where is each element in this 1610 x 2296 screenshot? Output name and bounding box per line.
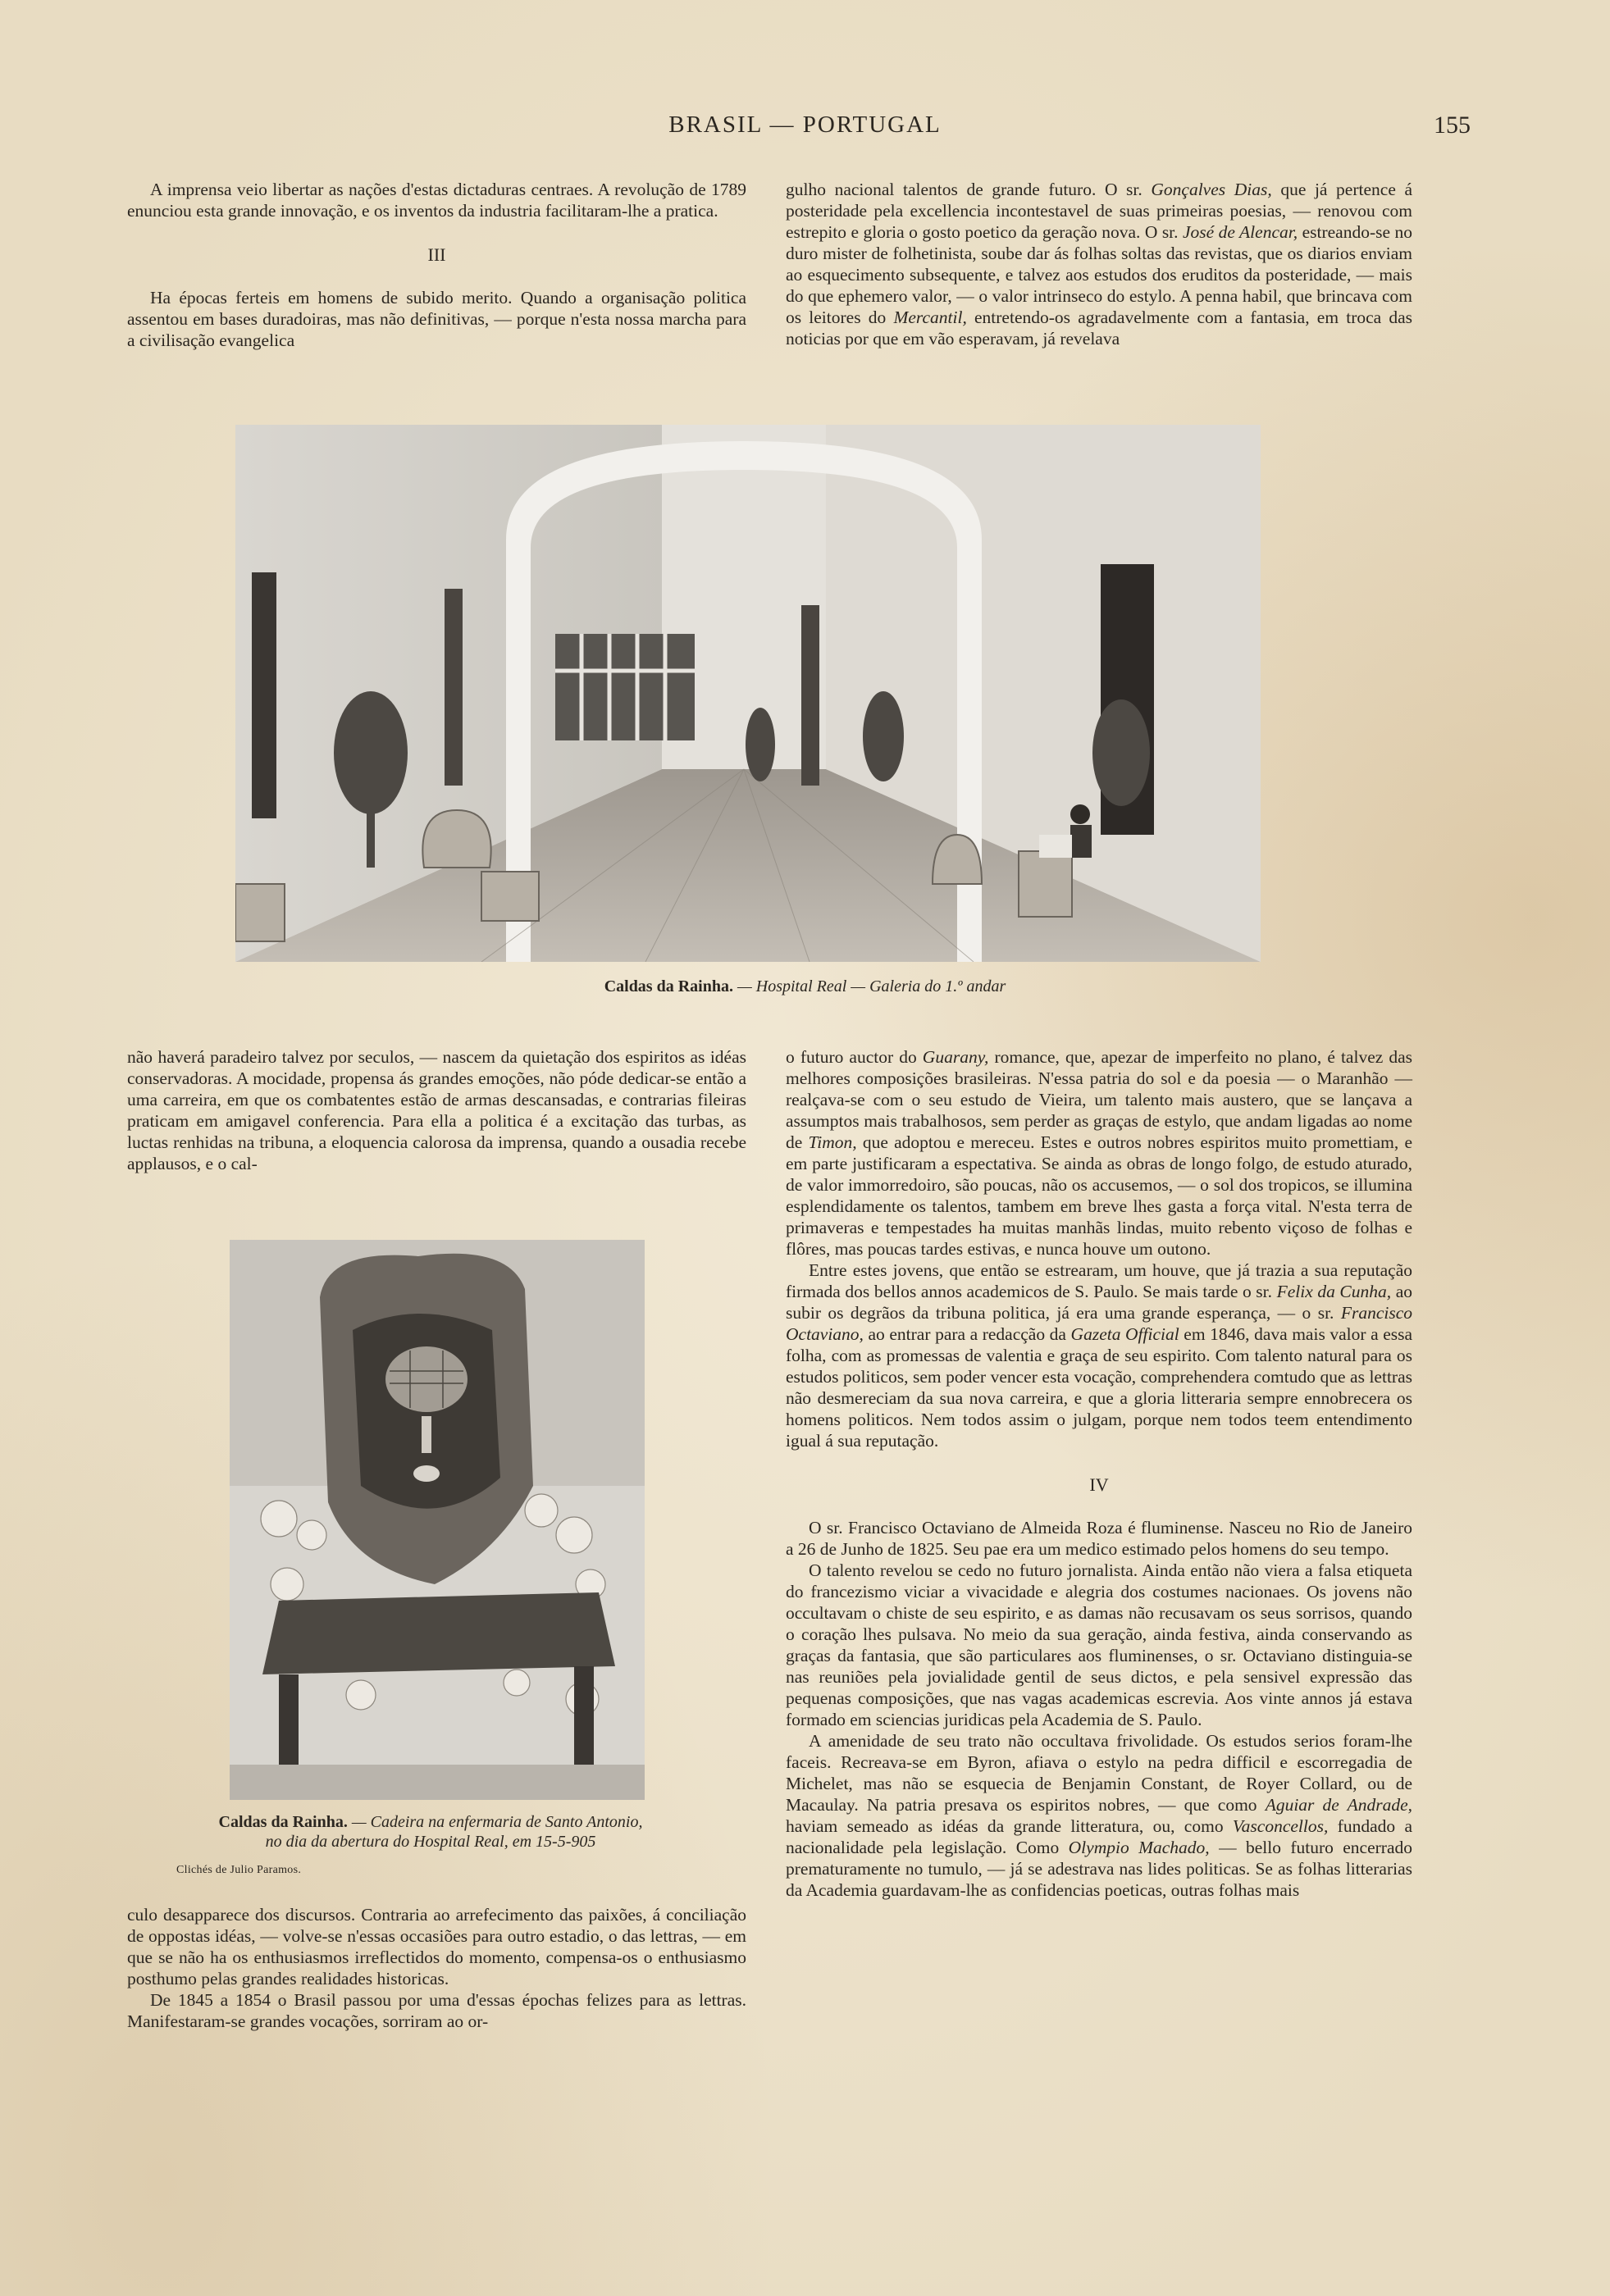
paragraph bbox=[786, 1260, 1412, 1451]
paragraph: De 1845 a 1854 o Brasil passou por uma d'essas épochas felizes para as lettras. Manifestaram-se grandes vocações, sorriram ao or- bbox=[127, 1990, 746, 2031]
chair-photograph bbox=[230, 1240, 645, 1800]
section-heading-iii: III bbox=[427, 244, 446, 265]
text-run: estreando-se no duro mister de folhetinista, soube dar ás folhas soltas das revistas, que os diarios enviam ao esquecimento subsequente, e talvez aos estudos dos eruditos da posteridade, — mais do que ephemero valor, — o valor intrinseco do estylo. A penna habil, que brincava com os leitores do bbox=[786, 222, 1412, 327]
paragraph: Ha épocas ferteis em homens de subido merito. Quando a organisação politica assentou em bases duradoiras, mas não definitivas, — porque n'esta nossa marcha para a civilisação evangelica bbox=[127, 288, 746, 350]
paragraph: não haverá paradeiro talvez por seculos, — nascem da quietação dos espiritos as idéas conservadoras. A mocidade, propensa ás grandes emoções, não póde dedicar-se então a uma carreira, em que os combatentes estão de armas descansadas, e contrarias fileiras praticam em amigavel conferencia. Para ella a politica é a excitação das turbas, as luctas renhidas na tribuna, a eloquencia calorosa da imprensa, quando a ousadia recebe applausos, e o cal- bbox=[127, 1047, 746, 1173]
paragraph: culo desapparece dos discursos. Contraria ao arrefecimento das paixões, á conciliação de oppostas idéas, — volve-se n'essas occasiões para outro estadio, o das lettras, — em que se não ha os enthusiasmos irreflectidos do momento, compensa-os o enthusiasmo posthumo pelas grandes realidades historicas. bbox=[127, 1905, 746, 1988]
italic-name: Francisco Octaviano, bbox=[786, 1303, 1412, 1344]
section-heading-iv: IV bbox=[1089, 1474, 1109, 1495]
italic-name: Olympio Machado, bbox=[1068, 1838, 1210, 1857]
caption-line-2: no dia da abertura do Hospital Real, em 15-5-905 bbox=[265, 1833, 596, 1851]
top-right-column bbox=[786, 179, 1412, 349]
italic-name: Gonçalves Dias, bbox=[1151, 180, 1272, 199]
top-left-column bbox=[127, 179, 746, 351]
caption-line-1 bbox=[168, 1812, 693, 1832]
text-run: ao subir os degrãos da tribuna politica, já era uma grande esperança, — o sr. bbox=[786, 1282, 1413, 1323]
italic-name: Aguiar de Andrade, bbox=[1265, 1795, 1413, 1815]
text-run: que adoptou e mereceu. Estes e outros nobres espiritos muito promettiam, e em parte justificaram a espectativa. Se ainda as obras de longo folgo, de estudo aturado, de valor immorredoiro, são poucas, não os accusemos, — o sol dos tropicos, se illumina esplendidamente os talentos, tambem em breve lhes gasta a força vital. N'esta terra de primaveras e tempestades ha muitas manhãs lindas, muito rebento viçoso de folhas e flôres, mas poucas tardes estivas, e nunca houve um outono. bbox=[786, 1132, 1413, 1259]
text-run: entretendo-os agradavelmente com a fantasia, em troca das noticias por que em vão esperavam, já revelava bbox=[786, 308, 1413, 348]
text-run: haviam semeado as idéas da grande litteratura, ou, como bbox=[786, 1816, 1224, 1836]
paragraph bbox=[786, 179, 1412, 349]
gallery-photograph bbox=[235, 425, 1261, 962]
text-run: em 1846, dava mais valor a essa folha, com as promessas de valentia e graça de seu espirito. Com talento natural para os estudos politicos, sem poder vencer esta vocação, comprehendera comtudo que as lettras não desmereciam da sua nova carreira, e que a gloria litteraria sempre ennobrecera os homens politicos. Nem todos assim o julgam, porque nem todos teem entendimento igual á sua reputação. bbox=[786, 1324, 1413, 1451]
page-number: 155 bbox=[1434, 112, 1471, 139]
gallery-photo-illustration bbox=[235, 425, 1261, 962]
text-run: o futuro auctor do bbox=[786, 1047, 917, 1067]
text-run: A amenidade de seu trato não occultava frivolidade. Os estudos serios foram-lhe faceis. Recreava-se em Byron, afiava o estylo na pedra difficil e escorregadia de Michelet, mas não se esquecia de Benjamin Constant, de Royer Collard, ou de Macaulay. Na patria presava os espiritos nobres, — que como bbox=[786, 1731, 1412, 1815]
italic-name: Timon, bbox=[808, 1132, 857, 1152]
chair-photo-illustration bbox=[230, 1240, 645, 1800]
text-run: fundado a nacionalidade pela legislação. Como bbox=[786, 1816, 1412, 1857]
right-column bbox=[786, 1046, 1412, 1901]
italic-name: Mercantil, bbox=[893, 308, 967, 327]
italic-name: Vasconcellos, bbox=[1232, 1816, 1329, 1836]
text-run: que já pertence á posteridade pela excellencia incontestavel de suas primeiras poesias, — renovou com estrepito e gloria o gosto poetico da geração nova. O sr. bbox=[786, 180, 1412, 242]
page-header bbox=[123, 112, 1487, 144]
photo-credit: Clichés de Julio Paramos. bbox=[176, 1864, 302, 1876]
paragraph: A imprensa veio libertar as nações d'estas dictaduras centraes. A revolução de 1789 enunciou esta grande innovação, e os inventos da industria facilitaram-lhe a pratica. bbox=[127, 180, 746, 221]
caption-label: Caldas da Rainha. bbox=[218, 1813, 348, 1831]
bottom-left-column bbox=[127, 1904, 746, 2032]
paragraph bbox=[786, 1046, 1412, 1260]
caption-text: — Hospital Real — Galeria do 1.º andar bbox=[737, 977, 1006, 995]
italic-name: José de Alencar, bbox=[1183, 222, 1298, 242]
italic-name: Guarany, bbox=[922, 1047, 989, 1067]
text-run: ao entrar para a redacção da bbox=[868, 1324, 1066, 1344]
paragraph: O sr. Francisco Octaviano de Almeida Roza é fluminense. Nasceu no Rio de Janeiro a 26 de Junho de 1825. Seu pae era um medico estimado pelos homens do seu tempo. bbox=[786, 1518, 1412, 1559]
caption-text: — Cadeira na enfermaria de Santo Antonio, bbox=[351, 1813, 643, 1831]
caption-label: Caldas da Rainha. bbox=[604, 977, 733, 995]
text-run: — bello futuro encerrado prematuramente no tumulo, — já se adestrava nas lides politicas. Se as folhas litterarias da Academia guardavam-lhe as confidencias poeticas, outras folhas mais bbox=[786, 1838, 1413, 1900]
figure2-caption bbox=[168, 1812, 693, 1852]
italic-name: Felix da Cunha, bbox=[1276, 1282, 1392, 1301]
italic-name: Gazeta Official bbox=[1070, 1324, 1179, 1344]
text-run: gulho nacional talentos de grande futuro. O sr. bbox=[786, 180, 1143, 199]
text-run: Entre estes jovens, que então se estrearam, um houve, que já trazia a sua reputação firmada dos bellos annos academicos de S. Paulo. Se mais tarde o sr. bbox=[786, 1260, 1412, 1301]
paragraph bbox=[786, 1730, 1412, 1901]
figure1-caption bbox=[0, 977, 1610, 996]
text-run: romance, que, apezar de imperfeito no plano, é talvez das melhores composições brasileiras. N'essa patria do sol e da poesia — o Maranhão — realçava-se com o seu estudo de Vieira, um talento mais austero, que se lançava a assumptos mais trabalhosos, sem perder as graças de estylo, que andam ligadas ao nome de bbox=[786, 1047, 1413, 1152]
paragraph: O talento revelou se cedo no futuro jornalista. Ainda então não viera a falsa etiqueta do francezismo viciar a vivacidade e alegria dos costumes nacionaes. Os jovens não occultavam o chiste de seu espirito, e as damas não recusavam os seus sorrisos, quando o coração lhes pulsava. No meio da sua geração, ainda festiva, ainda conservando as graças da fantasia, que são particulares aos fluminenses, o sr. Octaviano distinguia-se nas reuniões pela jovialidade gentil de seus dictos, e pela sensivel expressão das pequenas composições, que nas vagas academicas escrevia. Aos vinte annos já estava formado em sciencias juridicas pela Academia de S. Paulo. bbox=[786, 1560, 1412, 1729]
running-title: BRASIL — PORTUGAL bbox=[668, 112, 942, 138]
mid-left-column bbox=[127, 1046, 746, 1174]
